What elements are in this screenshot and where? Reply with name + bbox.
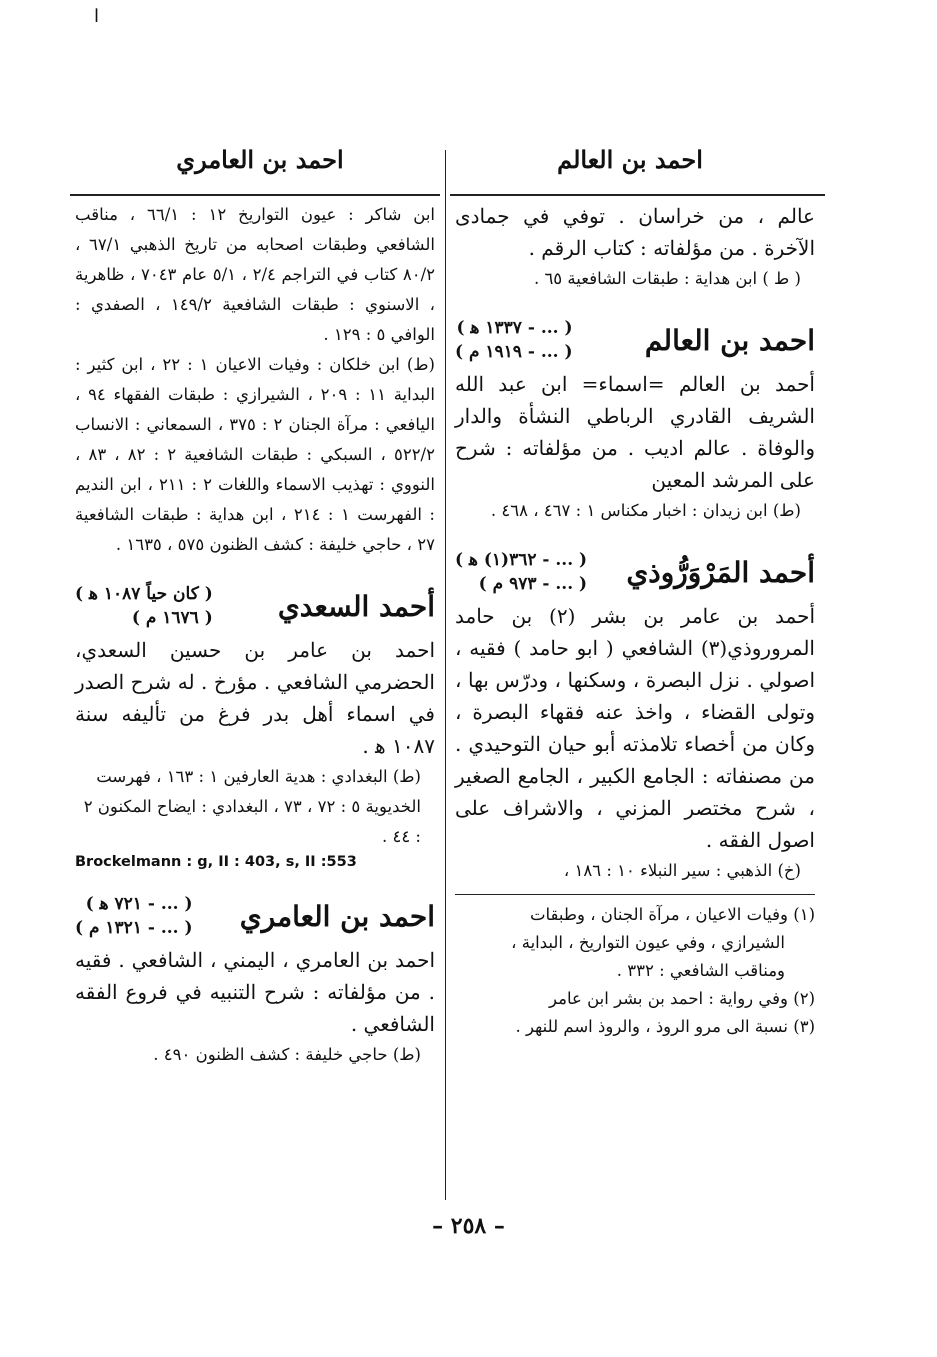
entry-heading (455, 548, 815, 596)
right-column (455, 200, 815, 1041)
right-intro-source: ( ط ) ابن هداية : طبقات الشافعية ٦٥ . (533, 269, 801, 288)
date-hijri: ( كان حياً ١٠٨٧ ﻫ ) (75, 584, 213, 604)
entry-heading (75, 582, 435, 630)
entry-source: (خ) الذهبي : سير النبلاء ١٠ : ١٨٦ ، (563, 861, 801, 880)
entry-dates (455, 548, 587, 596)
footnote-line: (٢) وفي رواية : احمد بن بشر ابن عامر (549, 989, 815, 1008)
entry-source: (ط) البغدادي : هدية العارفين ١ : ١٦٣ ، فهرست الخديوية ٥ : ٧٢ ، ٧٣ ، البغدادي : ايضاح المكنون ٢ : ٤٤ . (83, 767, 421, 846)
column-divider (445, 150, 446, 1200)
entry-dates (455, 316, 573, 364)
entry-text: احمد بن عامر بن حسين السعدي، الحضرمي الشافعي . مؤرخ . له شرح الصدر في اسماء أهل بدر فرغ من تأليفه سنة ١٠٨٧ ﻫ . (75, 638, 435, 758)
entry-source: (ط) ابن زيدان : اخبار مكناس ١ : ٤٦٧ ، ٤٦٨ . (490, 501, 801, 520)
date-hijri: ( ... - ٣٦٢(١) ﻫ ) (455, 550, 588, 570)
page-mark: ا (94, 6, 100, 27)
entry-source: (ط) حاجي خليفة : كشف الظنون ٤٩٠ . (153, 1045, 421, 1064)
date-hijri: ( ... - ٧٢١ ﻫ ) (85, 894, 193, 914)
footnote-rule (455, 894, 815, 895)
header-left: احمد بن العامري (176, 145, 344, 174)
right-intro-text: عالم ، من خراسان . توفي في جمادى الآخرة . من مؤلفاته : كتاب الرقم . (455, 204, 815, 260)
left-intro-text: ابن شاكر : عيون التواريخ ١٢ : ٦٦/١ ، مناقب الشافعي وطبقات اصحابه من تاريخ الذهبي ٦٧/١ ، ٨٠/٢ كتاب في التراجم ٢/٤ ، ٥/١ عام ٧٠٤٣ ، ظاهرية ، الاسنوي : طبقات الشافعية ١٤٩/٢ ، الصفدي : الوافي ٥ : ١٢٩ . (75, 205, 436, 344)
entry-name: أحمد السعدي (277, 589, 435, 623)
entry-name: احمد بن العامري (239, 899, 435, 933)
date-gregorian: ( ... - ٩٧٣ م ) (478, 574, 588, 594)
footnote-line: الشيرازي ، وفي عيون التواريخ ، البداية ، (511, 933, 785, 952)
latin-reference: Brockelmann : g, II : 403, s, II :553 (75, 854, 357, 870)
footnote-line: (٣) نسبة الى مرو الروذ ، والروذ اسم للنهر . (515, 1017, 815, 1036)
footnote-line: (١) وفيات الاعيان ، مرآة الجنان ، وطبقات (529, 905, 815, 924)
left-intro-sources: (ط) ابن خلكان : وفيات الاعيان ١ : ٢٢ ، ابن كثير : البداية ١١ : ٢٠٩ ، الشيرازي : طبقات الفقهاء ٩٤ ، اليافعي : مرآة الجنان ٢ : ٣٧٥ ، السمعاني : الانساب ٥٢٢/٢ ، السبكي : طبقات الشافعية ٢ : ٨٢ ، ٨٣ ، النووي : تهذيب الاسماء واللغات ٢ : ٢١١ ، ابن النديم : الفهرست ١ : ٢١٤ ، ابن هداية : طبقات الشافعية ٢٧ ، حاجي خليفة : كشف الظنون ٥٧٥ ، ١٦٣٥ . (75, 355, 435, 554)
entry-name: أحمد المَرْوَرُّوذي (626, 555, 815, 589)
header-right: احمد بن العالم (557, 145, 703, 174)
entry-name: احمد بن العالم (644, 323, 815, 357)
date-gregorian: ( ... - ١٩١٩ م ) (455, 342, 573, 362)
date-gregorian: ( ... - ١٣٢١ م ) (75, 918, 193, 938)
entry-heading (75, 892, 435, 940)
date-gregorian: ( ١٦٧٦ م ) (131, 608, 213, 628)
date-hijri: ( ... - ١٣٣٧ ﻫ ) (456, 318, 573, 338)
left-column (75, 200, 435, 1070)
entry-dates (75, 892, 193, 940)
entry-text: احمد بن العامري ، اليمني ، الشافعي . فقيه . من مؤلفاته : شرح التنبيه في فروع الفقه الشافعي . (75, 948, 435, 1036)
footnotes (455, 901, 815, 1041)
page-number: – ٢٥٨ – (432, 1213, 505, 1239)
entry-dates (75, 582, 213, 630)
footnote-line: ومناقب الشافعي : ٣٣٢ . (616, 961, 785, 980)
entry-text: أحمد بن العالم =اسماء= ابن عبد الله الشريف القادري الرباطي النشأة والدار والوفاة . عالم اديب . من مؤلفاته : شرح على المرشد المعين (455, 372, 815, 492)
header-rule-right (450, 194, 825, 196)
header-rule-left (70, 194, 440, 196)
entry-text: أحمد بن عامر بن بشر (٢) بن حامد المروروذي(٣) الشافعي ( ابو حامد ) فقيه ، اصولي . نزل البصرة ، وسكنها ، ودرّس بها ، وتولى القضاء ، واخذ عنه فقهاء البصرة ، وكان من أخصاء تلامذته أبو حيان التوحيدي . من مصنفاته : الجامع الكبير ، الجامع الصغير ، شرح مختصر المزني ، والاشراف على اصول الفقه . (455, 604, 815, 852)
entry-heading (455, 316, 815, 364)
